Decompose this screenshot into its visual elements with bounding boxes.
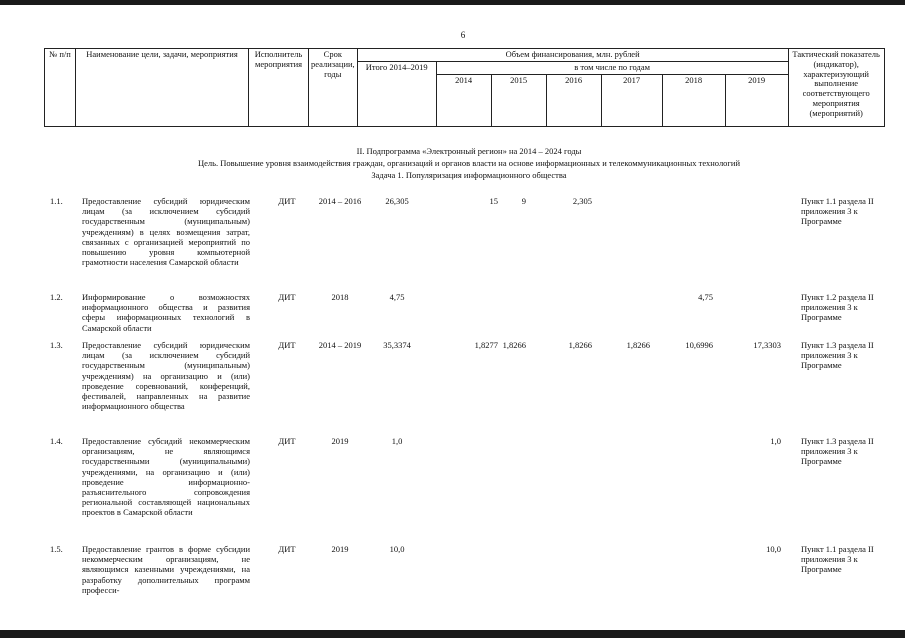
amount-2019: 10,0 <box>766 544 781 554</box>
amount-2015: 9 <box>521 196 526 206</box>
period: 2014 – 2016 <box>318 196 362 206</box>
row-number: 1.2. <box>50 292 63 302</box>
amount-2019: 1,0 <box>770 436 781 446</box>
bottom-border <box>0 630 905 638</box>
header-by-years: в том числе по годам <box>436 61 788 74</box>
amount-2017: 1,8266 <box>626 340 650 350</box>
header-year-2017: 2017 <box>601 74 662 126</box>
header-year-2018: 2018 <box>662 74 725 126</box>
total-amount: 26,305 <box>385 196 409 206</box>
amount-2015: 1,8266 <box>502 340 526 350</box>
amount-2018: 4,75 <box>698 292 713 302</box>
measure-name: Предоставление субсидий некоммерческим организациям, не являющимся государственными (муниципальными) учреждениями, на организацию и (или) проведение информационно-разъяснительного сопровождения региональной составляющей национальных проектов в Самарской области <box>82 436 250 518</box>
period: 2019 <box>331 436 349 446</box>
period: 2014 – 2019 <box>318 340 362 350</box>
header-executor: Исполнитель мероприятия <box>249 49 309 127</box>
indicator: Пункт 1.3 раздела II приложения 3 к Программе <box>801 340 874 371</box>
indicator: Пункт 1.1 раздела II приложения 3 к Программе <box>801 196 874 227</box>
row-number: 1.1. <box>50 196 63 206</box>
header-period: Срок реализации, годы <box>309 49 358 127</box>
header-table <box>44 48 885 127</box>
header-funding: Объем финансирования, млн. рублей <box>357 49 788 62</box>
indicator: Пункт 1.2 раздела II приложения 3 к Программе <box>801 292 874 323</box>
top-border <box>0 0 905 5</box>
measure-name: Предоставление субсидий юридическим лицам (за исключением субсидий государственным (муниципальным) учреждениям) в целях возмещения затрат, связанных с организацией мероприятий по повышению уровня компьютерной грамотности населения Самарской области <box>82 196 250 268</box>
period: 2019 <box>331 544 349 554</box>
indicator: Пункт 1.1 раздела II приложения 3 к Программе <box>801 544 874 575</box>
measure-name: Предоставление субсидий юридическим лицам (за исключением субсидий государственным (муниципальным) учреждениям) на организацию и (или) проведение соревнований, конференций, фестивалей, направленных на развитие информационного общества <box>82 340 250 412</box>
executor: ДИТ <box>278 196 296 206</box>
period: 2018 <box>331 292 349 302</box>
row-number: 1.3. <box>50 340 63 350</box>
executor: ДИТ <box>278 292 296 302</box>
measure-name: Информирование о возможностях информационного общества и развития сферы информационных технологий в Самарской области <box>82 292 250 333</box>
total-amount: 1,0 <box>391 436 403 446</box>
total-amount: 10,0 <box>389 544 405 554</box>
amount-2018: 10,6996 <box>685 340 713 350</box>
amount-2014: 15 <box>489 196 498 206</box>
task-text: Задача 1. Популяризация информационного общества <box>371 170 567 180</box>
amount-2014: 1,8277 <box>474 340 498 350</box>
measure-name: Предоставление грантов в форме субсидии некоммерческим организациям, не являющимся казенными учреждениями, на разработку дополнительных программ професси- <box>82 544 250 595</box>
executor: ДИТ <box>278 436 296 446</box>
amount-2016: 1,8266 <box>568 340 592 350</box>
executor: ДИТ <box>278 340 296 350</box>
total-amount: 4,75 <box>389 292 405 302</box>
header-indicator: Тактический показатель (индикатор), характеризующий выполнение соответствующего мероприятия (мероприятий) <box>788 49 884 127</box>
page-number: 6 <box>460 30 466 40</box>
subprogram-title: II. Подпрограмма «Электронный регион» на 2014 – 2024 годы <box>356 146 582 156</box>
row-number: 1.4. <box>50 436 63 446</box>
header-total: Итого 2014–2019 <box>357 61 436 126</box>
header-name: Наименование цели, задачи, мероприятия <box>76 49 249 127</box>
amount-2016: 2,305 <box>572 196 592 206</box>
amount-2019: 17,3303 <box>753 340 781 350</box>
header-year-2016: 2016 <box>546 74 601 126</box>
row-number: 1.5. <box>50 544 63 554</box>
goal-text: Цель. Повышение уровня взаимодействия граждан, организаций и органов власти на основе информационных и телекоммуникационных технологий <box>197 158 741 168</box>
executor: ДИТ <box>278 544 296 554</box>
indicator: Пункт 1.3 раздела II приложения 3 к Программе <box>801 436 874 467</box>
header-year-2014: 2014 <box>436 74 491 126</box>
header-year-2015: 2015 <box>491 74 546 126</box>
header-year-2019: 2019 <box>725 74 788 126</box>
total-amount: 35,3374 <box>383 340 411 350</box>
header-num: № п/п <box>45 49 76 127</box>
